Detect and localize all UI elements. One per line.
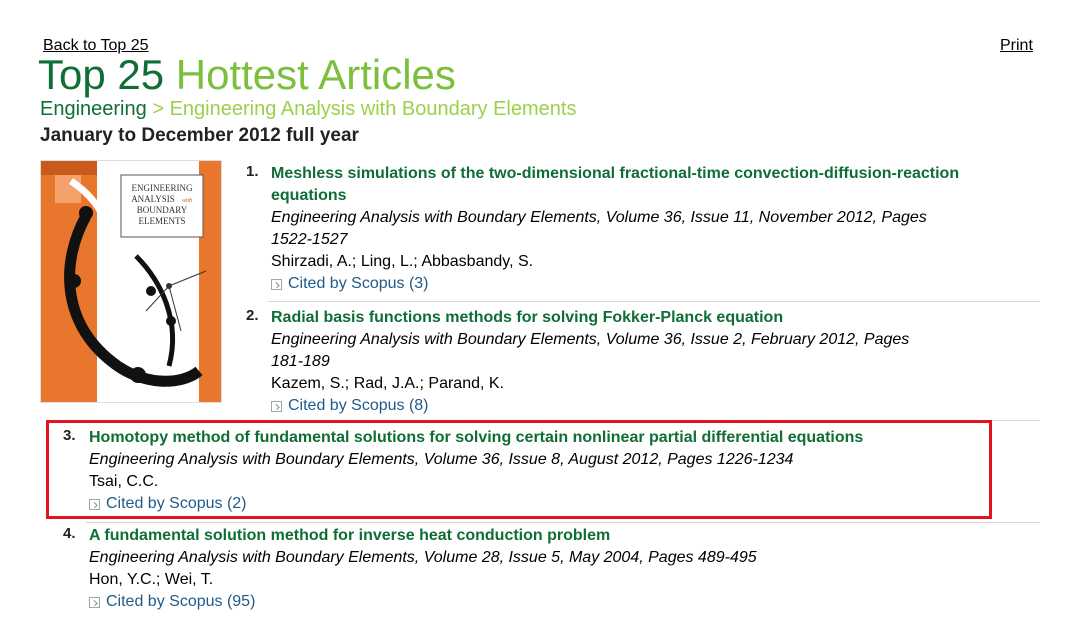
breadcrumb-journal[interactable]: Engineering Analysis with Boundary Elements [169,98,577,120]
article-journal [271,329,1041,373]
article-number: 1. [246,163,259,180]
article-number: 3. [63,427,76,444]
svg-text:ELEMENTS: ELEMENTS [138,216,186,226]
breadcrumb-separator: > [152,98,164,120]
article-title-line[interactable]: Meshless simulations of the two-dimensional fractional-time convection-diffusion-reaction [271,165,960,182]
article-journal-line: Engineering Analysis with Boundary Elements, Volume 28, Issue 5, May 2004, Pages 489-495 [89,549,757,566]
article-number: 2. [246,307,259,324]
svg-text:ENGINEERING: ENGINEERING [131,183,193,193]
article-divider [268,301,1040,302]
highlight-box [46,420,992,519]
article-journal-line: Engineering Analysis with Boundary Elements, Volume 36, Issue 11, November 2012, Pages [271,209,927,226]
article-authors: Kazem, S.; Rad, J.A.; Parand, K. [271,375,504,392]
svg-text:with: with [181,198,193,204]
cited-expand-icon[interactable] [271,279,282,290]
page-title-part2: Hottest Articles [175,51,456,98]
cited-by-label[interactable]: Cited by Scopus (2) [106,495,247,512]
article-journal [271,207,1041,251]
cited-expand-icon[interactable] [271,401,282,412]
article-journal-line: 181-189 [271,353,330,370]
article-number: 4. [63,525,76,542]
journal-cover-art [41,161,221,402]
article-title-link[interactable] [271,307,1041,329]
journal-cover-image [40,160,222,403]
period-heading: January to December 2012 full year [40,125,359,146]
cited-expand-icon[interactable] [89,597,100,608]
article-journal [89,547,989,569]
breadcrumb [40,98,576,121]
page-title-part1: Top 25 [38,51,165,98]
cited-by-label[interactable]: Cited by Scopus (95) [106,593,256,610]
article-journal-line: Engineering Analysis with Boundary Elements, Volume 36, Issue 8, August 2012, Pages 1226-1234 [89,451,794,468]
cited-by-scopus-link[interactable] [89,591,989,613]
article-item [246,307,1046,417]
article-authors: Hon, Y.C.; Wei, T. [89,571,214,588]
article-title-line[interactable]: equations [271,187,347,204]
cited-by-scopus-link[interactable] [271,273,1041,295]
page-title [38,52,456,98]
article-title-line[interactable]: Homotopy method of fundamental solutions for solving certain nonlinear partial differential equations [89,429,864,446]
back-to-top25-link[interactable]: Back to Top 25 [43,37,149,54]
article-divider [86,522,1040,523]
article-authors: Tsai, C.C. [89,473,159,490]
print-link[interactable]: Print [1000,37,1033,54]
cited-by-label[interactable]: Cited by Scopus (8) [288,397,429,414]
svg-text:ANALYSIS: ANALYSIS [131,194,175,204]
article-title-line[interactable]: Radial basis functions methods for solving Fokker-Planck equation [271,309,784,326]
article-authors: Shirzadi, A.; Ling, L.; Abbasbandy, S. [271,253,534,270]
article-journal-line: Engineering Analysis with Boundary Elements, Volume 36, Issue 2, February 2012, Pages [271,331,910,348]
article-title-link[interactable] [271,163,1041,207]
article-journal-line: 1522-1527 [271,231,348,248]
cited-by-label[interactable]: Cited by Scopus (3) [288,275,429,292]
cited-by-scopus-link[interactable] [271,395,1041,417]
article-title-line[interactable]: A fundamental solution method for inverse heat conduction problem [89,527,611,544]
breadcrumb-subject[interactable]: Engineering [40,98,147,120]
article-item [246,163,1046,293]
article-item [63,525,993,613]
svg-text:BOUNDARY: BOUNDARY [136,205,188,215]
article-title-link[interactable] [89,525,989,547]
